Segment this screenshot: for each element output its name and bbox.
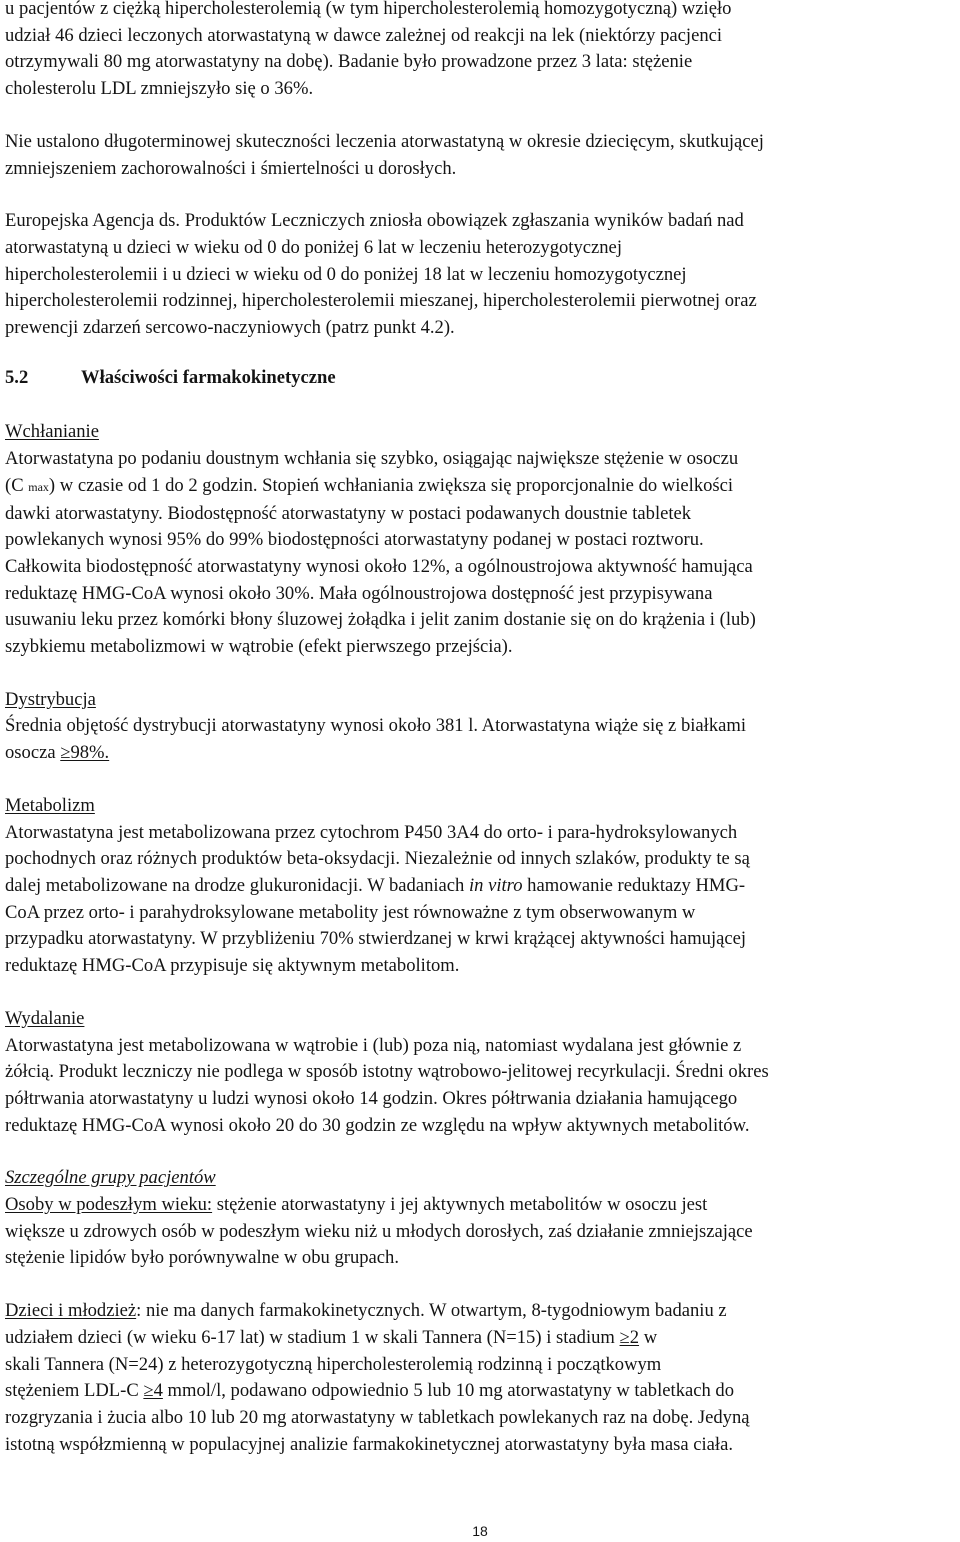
text-line: CoA przez orto- i parahydroksylowane metabolity jest równoważne z tym obserwowanym w [5, 901, 696, 923]
page-number: 18 [472, 1523, 488, 1539]
text-line: Nie ustalono długoterminowej skuteczności leczenia atorwastatyną w okresie dziecięcym, skutkującej [5, 130, 764, 152]
distribution-heading: Dystrybucja [5, 688, 96, 710]
text-line: Europejska Agencja ds. Produktów Leczniczych zniosła obowiązek zgłaszania wyników badań nad [5, 210, 744, 232]
text-line: hipercholesterolemii rodzinnej, hipercholesterolemii mieszanej, hipercholesterolemii pierwotnej oraz [5, 290, 757, 312]
elimination-heading: Wydalanie [5, 1007, 85, 1029]
elderly-label: Osoby w podeszłym wieku: [5, 1194, 213, 1216]
text-line: (C max) w czasie od 1 do 2 godzin. Stopień wchłaniania zwiększa się proporcjonalnie do wielkości [5, 474, 734, 496]
text-line: udział 46 dzieci leczonych atorwastatyną w dawce zależnej od reakcji na lek (niektórzy pacjenci [5, 24, 723, 46]
text-line: Dzieci i młodzież: nie ma danych farmakokinetycznych. W otwartym, 8-tygodniowym badaniu z [5, 1300, 727, 1322]
special-populations-section [5, 1165, 955, 1458]
text-line: powlekanych wynosi 95% do 99% biodostępności atorwastatyny podanej w postaci roztworu. [5, 529, 704, 551]
section-heading [5, 365, 955, 392]
text-line: prewencji zdarzeń sercowo-naczyniowych (patrz punkt 4.2). [5, 317, 455, 339]
text-line: reduktazę HMG-CoA wynosi około 30%. Mała ogólnoustrojowa dostępność jest przypisywana [5, 582, 713, 604]
distribution-section [5, 687, 955, 767]
text-line: hipercholesterolemii i u dzieci w wieku od 0 do poniżej 18 lat w leczeniu homozygotycznej [5, 263, 687, 285]
text-line: istotną współzmienną w populacyjnej analizie farmakokinetycznej atorwastatyny była masa ciała. [5, 1433, 733, 1455]
text-line: stężeniem LDL-C ≥4 mmol/l, podawano odpowiednio 5 lub 10 mg atorwastatyny w tabletkach do [5, 1380, 735, 1402]
text-line: Atorwastatyna jest metabolizowana przez cytochrom P450 3A4 do orto- i para-hydroksylowanych [5, 821, 738, 843]
text-line: żółcią. Produkt leczniczy nie podlega w sposób istotny wątrobowo-jelitowej recyrkulacji. Średni okres [5, 1061, 769, 1083]
text-line: reduktazę HMG-CoA wynosi około 20 do 30 godzin ze względu na wpływ aktywnych metabolitów. [5, 1114, 750, 1136]
text-line: stężenie lipidów było porównywalne w obu grupach. [5, 1247, 399, 1269]
text-line: dawki atorwastatyny. Biodostępność atorwastatyny w postaci podawanych doustnie tabletek [5, 502, 692, 524]
text-line: pochodnych oraz różnych produktów beta-oksydacji. Niezależnie od innych szlaków, produkty te są [5, 848, 750, 870]
long-term-paragraph [5, 129, 955, 182]
text-line: szybkiemu metabolizmowi w wątrobie (efekt pierwszego przejścia). [5, 636, 513, 658]
section-number: 5.2 [5, 366, 29, 388]
text-line: dalej metabolizowane na drodze glukuronidacji. W badaniach in vitro hamowanie reduktazy HMG- [5, 874, 746, 896]
text-line: Atorwastatyna jest metabolizowana w wątrobie i (lub) poza nią, natomiast wydalana jest głównie z [5, 1034, 742, 1056]
text-line: Całkowita biodostępność atorwastatyny wynosi około 12%, a ogólnoustrojowa aktywność hamująca [5, 555, 753, 577]
text-line: zmniejszeniem zachorowalności i śmiertelności u dorosłych. [5, 157, 457, 179]
text-line: większe u zdrowych osób w podeszłym wieku niż u młodych dorosłych, zaś działanie zmniejszające [5, 1220, 753, 1242]
ema-paragraph [5, 208, 955, 342]
section-title: Właściwości farmakokinetyczne [81, 366, 336, 388]
metabolism-heading: Metabolizm [5, 794, 95, 816]
text-line: udziałem dzieci (w wieku 6-17 lat) w stadium 1 w skali Tannera (N=15) i stadium ≥2 w [5, 1326, 658, 1348]
subscript: max [28, 479, 49, 494]
elimination-section [5, 1006, 955, 1140]
intro-paragraph [5, 0, 955, 103]
text-line: u pacjentów z ciężką hipercholesterolemią (w tym hipercholesterolemią homozygotyczną) wzięło [5, 0, 732, 19]
text-line: reduktazę HMG-CoA przypisuje się aktywnym metabolitom. [5, 955, 460, 977]
text-line: usuwaniu leku przez komórki błony śluzowej żołądka i jelit zanim dostanie się on do krążenia i (lub) [5, 609, 756, 631]
text-line: rozgryzania i żucia albo 10 lub 20 mg atorwastatyny w tabletkach powlekanych raz na dobę. Jedyną [5, 1406, 750, 1428]
text-line: osocza ≥98%. [5, 742, 110, 764]
text-line: cholesterolu LDL zmniejszyło się o 36%. [5, 78, 314, 100]
document-page [5, 0, 955, 1458]
text-line: skali Tannera (N=24) z heterozygotyczną hipercholesterolemią rodzinną i początkowym [5, 1353, 662, 1375]
text-line: półtrwania atorwastatyny u ludzi wynosi około 14 godzin. Okres półtrwania działania hamującego [5, 1087, 738, 1109]
text-line: Atorwastatyna po podaniu doustnym wchłania się szybko, osiągając największe stężenie w osoczu [5, 448, 739, 470]
absorption-section [5, 419, 955, 660]
children-label: Dzieci i młodzież [5, 1300, 137, 1322]
text-line: Osoby w podeszłym wieku: stężenie atorwastatyny i jej aktywnych metabolitów w osoczu jest [5, 1194, 708, 1216]
text-line: atorwastatyną u dzieci w wieku od 0 do poniżej 6 lat w leczeniu heterozygotycznej [5, 236, 622, 258]
absorption-heading: Wchłanianie [5, 421, 99, 443]
text-line: Średnia objętość dystrybucji atorwastatyny wynosi około 381 l. Atorwastatyna wiąże się z białkami [5, 715, 747, 737]
text-line: przypadku atorwastatyny. W przybliżeniu 70% stwierdzanej w krwi krążącej aktywności hamującej [5, 928, 747, 950]
special-populations-heading: Szczególne grupy pacjentów [5, 1167, 216, 1189]
metabolism-section [5, 793, 955, 980]
text-line: otrzymywali 80 mg atorwastatyny na dobę). Badanie było prowadzone przez 3 lata: stężenie [5, 51, 693, 73]
children-paragraph [5, 1298, 955, 1458]
